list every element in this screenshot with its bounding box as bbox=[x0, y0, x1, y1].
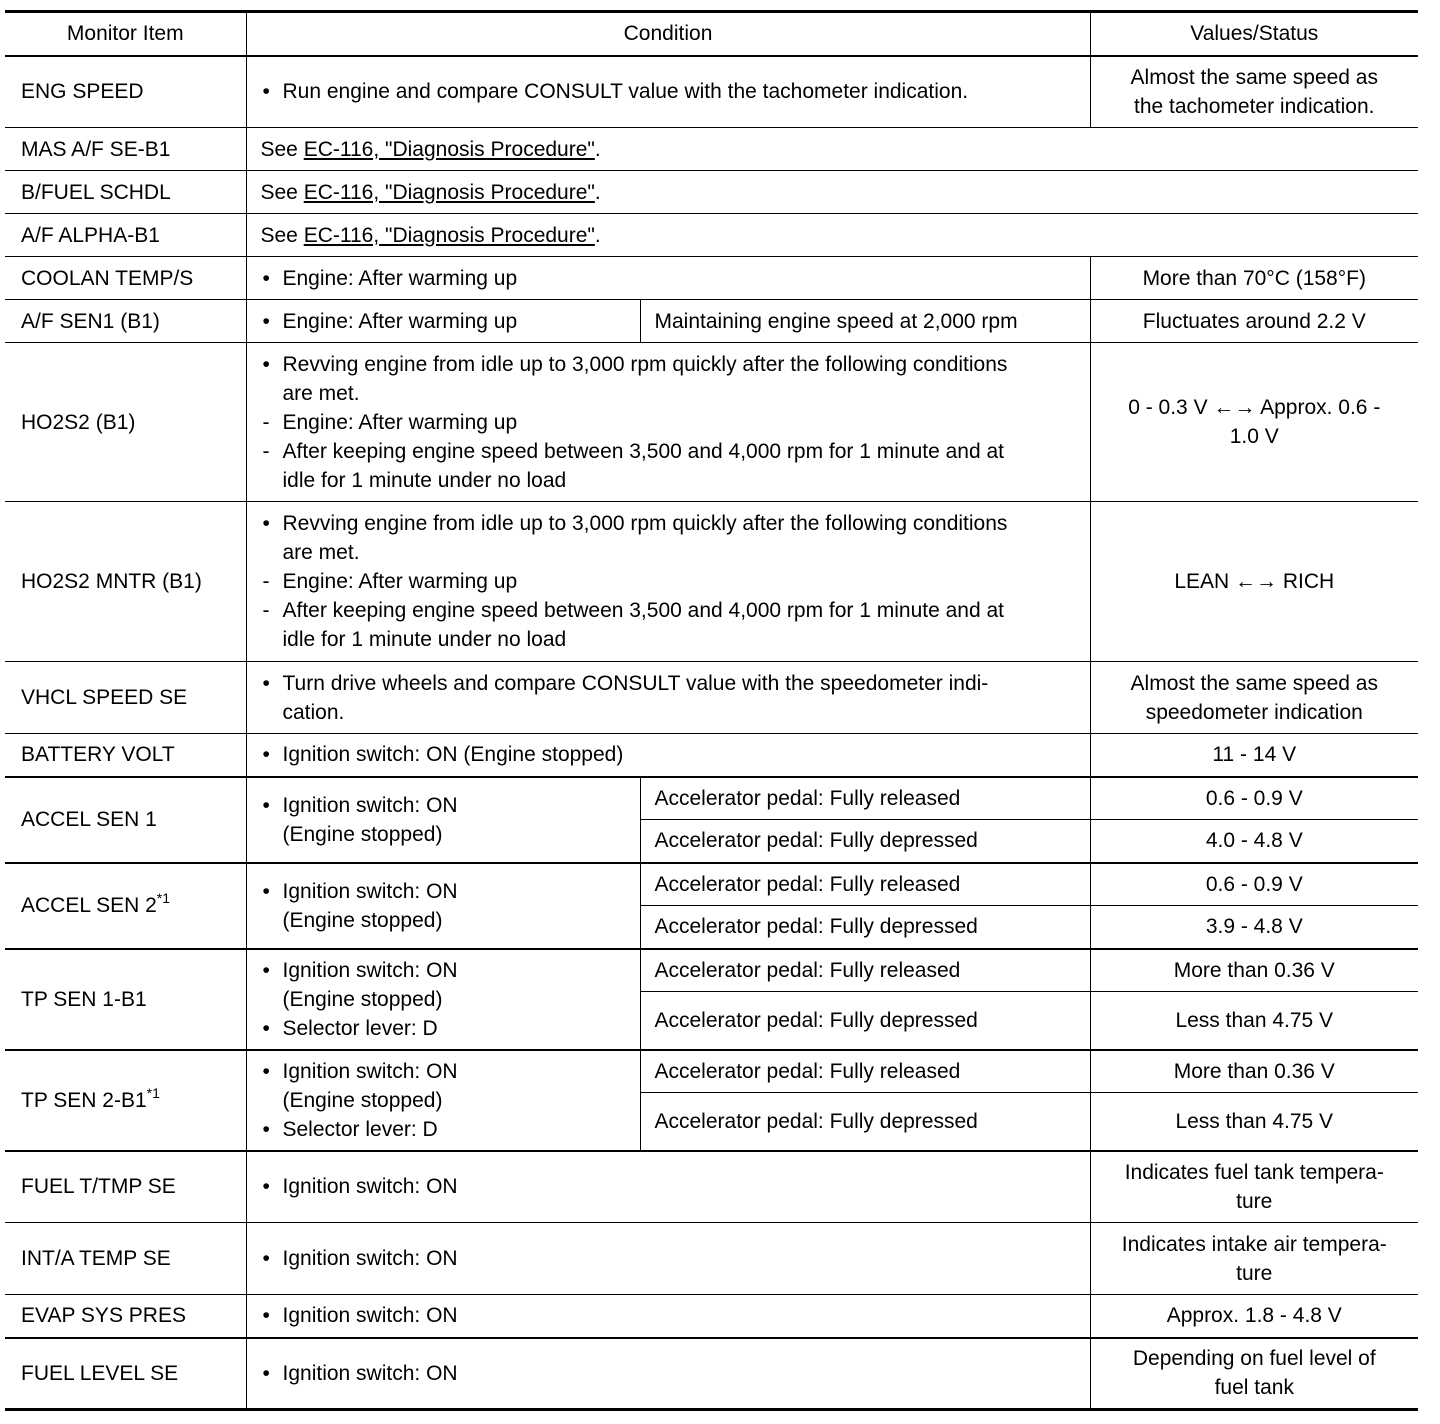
see-suffix: . bbox=[594, 180, 601, 204]
diagnosis-procedure-link[interactable]: EC-116, "Diagnosis Procedure" bbox=[303, 180, 595, 204]
diagnosis-procedure-link[interactable]: EC-116, "Diagnosis Procedure" bbox=[303, 137, 595, 161]
table-row bbox=[5, 949, 1418, 992]
value-cell: 0.6 - 0.9 V bbox=[1090, 777, 1418, 820]
footnote-marker: *1 bbox=[146, 1084, 160, 1101]
value-cell: More than 70°C (158°F) bbox=[1090, 257, 1418, 300]
condition-text: • Ignition switch: ON (Engine stopped) bbox=[261, 740, 1082, 769]
monitor-item: ACCEL SEN 1 bbox=[5, 777, 246, 863]
condition-dash: - Engine: After warming up bbox=[261, 408, 1082, 437]
condition-cell bbox=[246, 1223, 1090, 1295]
condition-dash bbox=[261, 437, 1082, 495]
table-row bbox=[5, 1223, 1418, 1295]
value-line: speedometer indication bbox=[1145, 700, 1363, 724]
monitor-item: HO2S2 MNTR (B1) bbox=[5, 502, 246, 662]
condition-text: • Engine: After warming up bbox=[261, 264, 1082, 293]
value-cell: 11 - 14 V bbox=[1090, 734, 1418, 777]
condition-cell bbox=[246, 1295, 1090, 1338]
condition-cell bbox=[246, 777, 640, 863]
table-row bbox=[5, 1151, 1418, 1223]
monitor-item: COOLAN TEMP/S bbox=[5, 257, 246, 300]
monitor-item: EVAP SYS PRES bbox=[5, 1295, 246, 1338]
condition-cell bbox=[246, 257, 1090, 300]
value-cell: Less than 4.75 V bbox=[1090, 992, 1418, 1050]
condition-text: • Ignition switch: ON bbox=[261, 1359, 1082, 1388]
condition-cell bbox=[246, 662, 1090, 734]
table-row bbox=[5, 734, 1418, 777]
value-line: Depending on fuel level of bbox=[1132, 1347, 1376, 1371]
see-prefix: See bbox=[260, 137, 304, 161]
monitor-item-label: ACCEL SEN 2 bbox=[21, 894, 157, 917]
condition-line: Ignition switch: ON bbox=[282, 793, 458, 817]
monitor-item: BATTERY VOLT bbox=[5, 734, 246, 777]
condition-bullet bbox=[261, 956, 632, 1014]
condition-cell bbox=[246, 56, 1090, 128]
value-cell bbox=[1090, 1151, 1418, 1223]
value-cell bbox=[1090, 1223, 1418, 1295]
condition-cell bbox=[246, 502, 1090, 662]
condition-bullet bbox=[261, 877, 632, 935]
table-row bbox=[5, 56, 1418, 128]
condition-line: Revving engine from idle up to 3,000 rpm quickly after the following conditions bbox=[282, 512, 1008, 535]
condition-cell bbox=[246, 1151, 1090, 1223]
footnote-marker: *1 bbox=[156, 890, 171, 906]
condition-bullet bbox=[261, 1057, 632, 1115]
sub-condition-cell: Accelerator pedal: Fully depressed bbox=[640, 992, 1090, 1050]
value-cell: Approx. 1.8 - 4.8 V bbox=[1090, 1295, 1418, 1338]
condition-bullet: • Selector lever: D bbox=[261, 1014, 632, 1043]
value-cell: More than 0.36 V bbox=[1090, 949, 1418, 992]
table-row bbox=[5, 1050, 1418, 1093]
monitor-item: ENG SPEED bbox=[5, 56, 246, 128]
monitor-item-table bbox=[5, 10, 1418, 1411]
table-row bbox=[5, 343, 1418, 502]
value-cell bbox=[1090, 1338, 1418, 1410]
table-row bbox=[5, 662, 1418, 734]
table-row bbox=[5, 1295, 1418, 1338]
see-prefix: See bbox=[260, 223, 304, 247]
header-values-status: Values/Status bbox=[1090, 12, 1418, 56]
monitor-item bbox=[5, 863, 246, 949]
condition-text: • Engine: After warming up bbox=[261, 307, 632, 336]
condition-line: are met. bbox=[282, 541, 360, 564]
monitor-item: VHCL SPEED SE bbox=[5, 662, 246, 734]
monitor-item: FUEL LEVEL SE bbox=[5, 1338, 246, 1410]
condition-text: • Run engine and compare CONSULT value with the tachometer indication. bbox=[261, 77, 1082, 106]
table-row bbox=[5, 1338, 1418, 1410]
value-cell: LEAN ←→ RICH bbox=[1090, 502, 1418, 662]
table-row bbox=[5, 128, 1418, 171]
monitor-item: TP SEN 1-B1 bbox=[5, 949, 246, 1050]
monitor-item: B/FUEL SCHDL bbox=[5, 171, 246, 214]
condition-text: • Ignition switch: ON bbox=[261, 1244, 1082, 1273]
condition-bullet: • Selector lever: D bbox=[261, 1115, 632, 1144]
condition-cell bbox=[246, 1338, 1090, 1410]
condition-dash bbox=[261, 596, 1082, 654]
see-suffix: . bbox=[594, 223, 601, 247]
header-condition: Condition bbox=[246, 12, 1090, 56]
value-line: Almost the same speed as bbox=[1130, 671, 1378, 695]
value-cell: More than 0.36 V bbox=[1090, 1050, 1418, 1093]
condition-line: (Engine stopped) bbox=[282, 822, 443, 846]
monitor-item-label: TP SEN 2-B1 bbox=[21, 1088, 147, 1112]
see-suffix: . bbox=[594, 137, 601, 161]
monitor-item: FUEL T/TMP SE bbox=[5, 1151, 246, 1223]
sub-condition-cell: Accelerator pedal: Fully depressed bbox=[640, 820, 1090, 863]
value-line: 1.0 V bbox=[1229, 425, 1279, 448]
condition-line: After keeping engine speed between 3,500 and 4,000 rpm for 1 minute and at bbox=[282, 599, 1005, 622]
condition-line: (Engine stopped) bbox=[282, 987, 443, 1011]
value-cell: 0.6 - 0.9 V bbox=[1090, 863, 1418, 906]
monitor-item: A/F ALPHA-B1 bbox=[5, 214, 246, 257]
table-row bbox=[5, 777, 1418, 820]
table-row bbox=[5, 300, 1418, 343]
condition-line: cation. bbox=[282, 700, 345, 724]
condition-line: Ignition switch: ON bbox=[282, 958, 458, 982]
condition-cell bbox=[246, 734, 1090, 777]
value-line: ture bbox=[1236, 1261, 1273, 1285]
condition-bullet bbox=[261, 791, 632, 849]
sub-condition-cell: Maintaining engine speed at 2,000 rpm bbox=[640, 300, 1090, 343]
condition-line: Turn drive wheels and compare CONSULT value with the speedometer indi- bbox=[282, 671, 989, 695]
condition-text: • Ignition switch: ON bbox=[261, 1172, 1082, 1201]
condition-line: Ignition switch: ON bbox=[282, 1059, 458, 1083]
condition-bullet bbox=[261, 350, 1082, 408]
monitor-item: HO2S2 (B1) bbox=[5, 343, 246, 502]
diagnosis-procedure-link[interactable]: EC-116, "Diagnosis Procedure" bbox=[303, 223, 595, 247]
table-row bbox=[5, 502, 1418, 662]
table-row bbox=[5, 863, 1418, 906]
header-row bbox=[5, 12, 1418, 56]
condition-line: After keeping engine speed between 3,500 and 4,000 rpm for 1 minute and at bbox=[282, 439, 1005, 463]
monitor-item: A/F SEN1 (B1) bbox=[5, 300, 246, 343]
condition-bullet bbox=[261, 669, 1082, 727]
value-line: the tachometer indication. bbox=[1134, 94, 1375, 118]
condition-line: idle for 1 minute under no load bbox=[282, 628, 567, 651]
condition-bullet bbox=[261, 509, 1082, 567]
value-cell: 4.0 - 4.8 V bbox=[1090, 820, 1418, 863]
condition-line: are met. bbox=[282, 381, 360, 405]
see-prefix: See bbox=[260, 180, 304, 204]
condition-line: idle for 1 minute under no load bbox=[282, 468, 567, 492]
value-line: Indicates fuel tank tempera- bbox=[1124, 1160, 1384, 1184]
condition-cell bbox=[246, 949, 640, 1050]
condition-cell bbox=[246, 863, 640, 949]
see-reference bbox=[246, 128, 1418, 171]
see-reference bbox=[246, 214, 1418, 257]
header-monitor-item: Monitor Item bbox=[5, 12, 246, 56]
monitor-item bbox=[5, 1050, 246, 1151]
value-line: ture bbox=[1236, 1189, 1273, 1213]
table-row bbox=[5, 214, 1418, 257]
condition-line: (Engine stopped) bbox=[282, 1088, 443, 1112]
sub-condition-cell: Accelerator pedal: Fully released bbox=[640, 1050, 1090, 1093]
condition-line: Revving engine from idle up to 3,000 rpm quickly after the following conditions bbox=[282, 352, 1008, 376]
condition-cell bbox=[246, 1050, 640, 1151]
value-line: Almost the same speed as bbox=[1130, 65, 1378, 89]
sub-condition-cell: Accelerator pedal: Fully released bbox=[640, 949, 1090, 992]
value-cell bbox=[1090, 56, 1418, 128]
condition-cell bbox=[246, 300, 640, 343]
sub-condition-cell: Accelerator pedal: Fully depressed bbox=[640, 1093, 1090, 1151]
sub-condition-cell: Accelerator pedal: Fully depressed bbox=[640, 906, 1090, 949]
value-line: Indicates intake air tempera- bbox=[1121, 1232, 1387, 1256]
table-row bbox=[5, 171, 1418, 214]
sub-condition-cell: Accelerator pedal: Fully released bbox=[640, 777, 1090, 820]
value-line: fuel tank bbox=[1214, 1376, 1294, 1400]
condition-text: • Ignition switch: ON bbox=[261, 1301, 1082, 1330]
value-cell bbox=[1090, 343, 1418, 502]
condition-cell bbox=[246, 343, 1090, 502]
condition-line: (Engine stopped) bbox=[282, 908, 443, 932]
monitor-item: INT/A TEMP SE bbox=[5, 1223, 246, 1295]
condition-line: Ignition switch: ON bbox=[282, 879, 458, 903]
value-line: 0 - 0.3 V ←→ Approx. 0.6 - bbox=[1128, 396, 1381, 419]
value-cell: Less than 4.75 V bbox=[1090, 1093, 1418, 1151]
condition-dash: - Engine: After warming up bbox=[261, 567, 1082, 596]
see-reference bbox=[246, 171, 1418, 214]
monitor-item: MAS A/F SE-B1 bbox=[5, 128, 246, 171]
value-cell bbox=[1090, 662, 1418, 734]
table-row bbox=[5, 257, 1418, 300]
sub-condition-cell: Accelerator pedal: Fully released bbox=[640, 863, 1090, 906]
value-cell: Fluctuates around 2.2 V bbox=[1090, 300, 1418, 343]
value-cell: 3.9 - 4.8 V bbox=[1090, 906, 1418, 949]
